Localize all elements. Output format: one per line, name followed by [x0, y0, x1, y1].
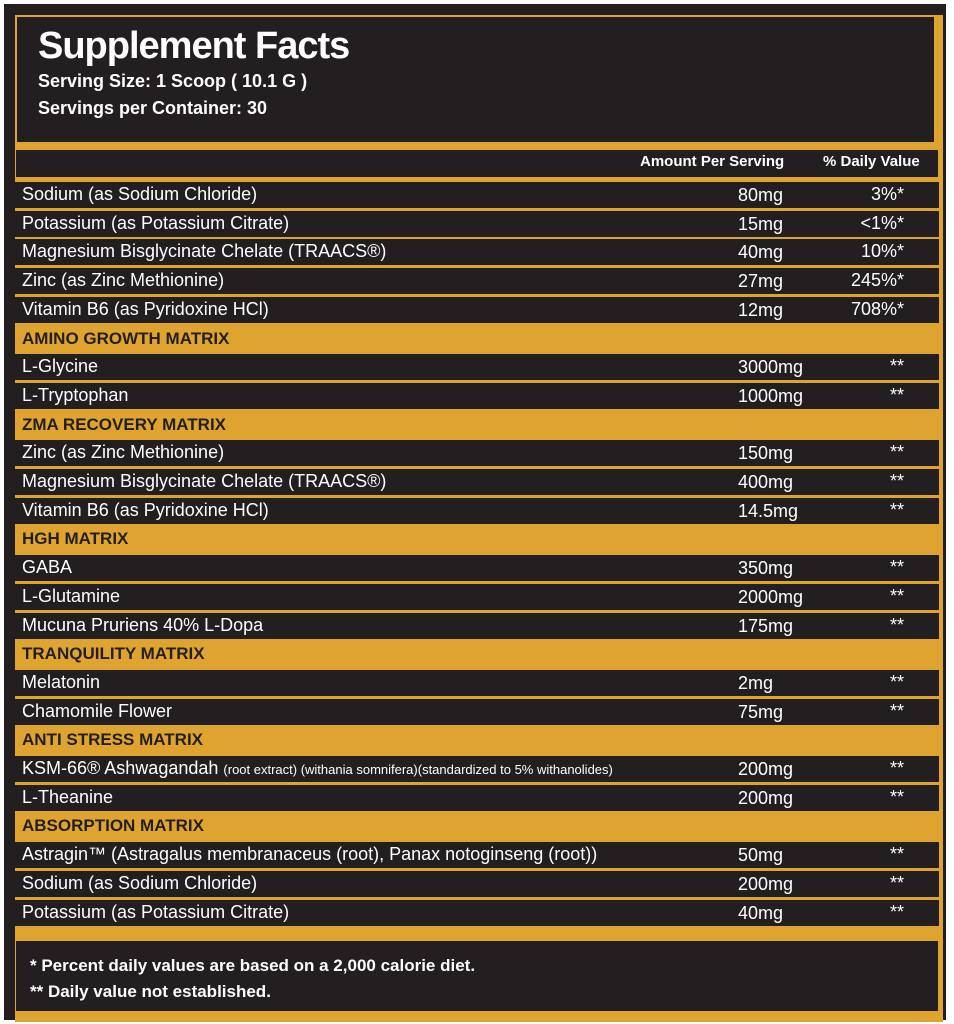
servings-per-container: Servings per Container: 30 — [38, 98, 268, 118]
nutrient-name — [22, 500, 269, 521]
nutrient-name — [22, 356, 98, 377]
nutrient-amount: 200mg — [738, 874, 794, 894]
nutrient-name — [22, 471, 386, 492]
nutrient-amount: 150mg — [738, 443, 794, 463]
nutrient-name-text: Zinc (as Zinc Methionine) — [22, 270, 225, 290]
nutrient-daily-value: ** — [889, 902, 904, 922]
nutrient-daily-value: ** — [889, 586, 904, 606]
nutrient-amount: 350mg — [738, 558, 794, 578]
nutrient-daily-value: ** — [889, 471, 904, 491]
nutrient-amount: 12mg — [738, 300, 784, 320]
page-title: Supplement Facts — [38, 25, 350, 67]
nutrient-amount: 14.5mg — [738, 501, 799, 521]
nutrient-name-text: Vitamin B6 (as Pyridoxine HCl) — [22, 500, 269, 520]
nutrient-daily-value: ** — [889, 442, 904, 462]
nutrient-name — [22, 615, 263, 636]
nutrient-row — [15, 268, 939, 294]
nutrient-amount: 2000mg — [738, 587, 804, 607]
nutrient-daily-value: 10%* — [860, 241, 904, 261]
nutrient-amount: 75mg — [738, 702, 784, 722]
nutrient-daily-value: ** — [889, 758, 904, 778]
nutrient-daily-value: ** — [889, 701, 904, 721]
footnotes — [16, 941, 938, 1011]
nutrient-name — [22, 787, 113, 808]
section-heading-label: ABSORPTION MATRIX — [22, 816, 204, 835]
nutrient-daily-value: 708%* — [850, 299, 904, 319]
nutrient-row — [15, 842, 939, 868]
nutrient-row — [15, 555, 939, 581]
nutrient-row — [15, 469, 939, 495]
nutrient-daily-value: ** — [889, 385, 904, 405]
nutrient-daily-value: ** — [889, 672, 904, 692]
nutrient-name-text: Vitamin B6 (as Pyridoxine HCl) — [22, 299, 269, 319]
nutrient-amount: 40mg — [738, 903, 784, 923]
nutrient-name-text: Zinc (as Zinc Methionine) — [22, 442, 225, 462]
nutrient-daily-value: ** — [889, 356, 904, 376]
nutrient-name — [22, 586, 120, 607]
nutrient-name — [22, 385, 128, 406]
nutrient-detail: (root extract) (withania somnifera)(standardized to 5% withanolides) — [223, 762, 613, 777]
section-heading-label: TRANQUILITY MATRIX — [22, 644, 205, 663]
nutrient-row — [15, 756, 939, 782]
nutrient-name-text: L-Glycine — [22, 356, 99, 376]
footnote-percent-daily: * Percent daily values are based on a 2,000 calorie diet. — [30, 956, 476, 975]
nutrient-daily-value: 3%* — [870, 184, 904, 204]
nutrient-row — [15, 297, 939, 323]
nutrient-daily-value: ** — [889, 787, 904, 807]
nutrient-row — [15, 670, 939, 696]
section-heading — [15, 813, 939, 839]
nutrient-name-text: Mucuna Pruriens 40% L-Dopa — [22, 615, 264, 635]
nutrient-daily-value: ** — [889, 557, 904, 577]
nutrient-daily-value: 245%* — [850, 270, 904, 290]
nutrient-amount: 3000mg — [738, 357, 804, 377]
section-heading-label: ANTI STRESS MATRIX — [22, 730, 204, 749]
serving-size: Serving Size: 1 Scoop ( 10.1 G ) — [38, 71, 308, 91]
nutrient-daily-value: ** — [889, 873, 904, 893]
nutrient-row — [15, 383, 939, 409]
nutrient-name — [22, 270, 224, 291]
nutrient-name-text: GABA — [22, 557, 73, 577]
nutrient-name — [22, 672, 100, 693]
section-heading-label: HGH MATRIX — [22, 529, 129, 548]
nutrient-name — [22, 758, 613, 779]
nutrient-name-text: Sodium (as Sodium Chloride) — [22, 184, 258, 204]
nutrient-daily-value: ** — [889, 844, 904, 864]
nutrient-row — [15, 354, 939, 380]
nutrient-name-text: Melatonin — [22, 672, 101, 692]
nutrient-amount: 80mg — [738, 185, 784, 205]
section-heading — [15, 526, 939, 552]
nutrient-name — [22, 442, 224, 463]
nutrient-name-text: L-Theanine — [22, 787, 114, 807]
nutrient-row — [15, 785, 939, 811]
nutrient-amount: 50mg — [738, 845, 784, 865]
nutrient-row — [15, 498, 939, 524]
nutrient-name-text: Magnesium Bisglycinate Chelate (TRAACS®) — [22, 241, 387, 261]
nutrient-name — [22, 184, 257, 205]
nutrient-amount: 2mg — [738, 673, 774, 693]
nutrient-row — [15, 440, 939, 466]
nutrient-name-text: Magnesium Bisglycinate Chelate (TRAACS®) — [22, 471, 387, 491]
nutrient-daily-value: ** — [889, 500, 904, 520]
nutrient-row — [15, 584, 939, 610]
nutrient-amount: 1000mg — [738, 386, 804, 406]
nutrient-name — [22, 701, 172, 722]
nutrient-daily-value: ** — [889, 615, 904, 635]
section-heading — [15, 326, 939, 352]
nutrient-name-text: L-Tryptophan — [22, 385, 129, 405]
nutrient-name — [22, 241, 386, 262]
nutrient-name-text: Astragin™ (Astragalus membranaceus (root), Panax notoginseng (root)) — [22, 844, 598, 864]
nutrient-name — [22, 299, 269, 320]
nutrient-name — [22, 213, 289, 234]
nutrient-row — [15, 900, 939, 926]
nutrient-name — [22, 844, 597, 865]
section-heading-label: ZMA RECOVERY MATRIX — [22, 415, 227, 434]
nutrient-daily-value: <1%* — [860, 213, 904, 233]
nutrient-name-text: Chamomile Flower — [22, 701, 173, 721]
nutrient-name-text: KSM-66® Ashwagandah — [22, 758, 219, 778]
nutrient-amount: 15mg — [738, 214, 784, 234]
nutrient-amount: 40mg — [738, 242, 784, 262]
nutrient-name-text: Potassium (as Potassium Citrate) — [22, 902, 290, 922]
nutrient-name — [22, 902, 289, 923]
amount-column-header: Amount Per Serving — [640, 153, 785, 170]
nutrient-name — [22, 557, 72, 578]
nutrient-name — [22, 873, 257, 894]
nutrient-name-text: L-Glutamine — [22, 586, 121, 606]
nutrient-amount: 175mg — [738, 616, 794, 636]
nutrient-amount: 27mg — [738, 271, 784, 291]
nutrient-name-text: Sodium (as Sodium Chloride) — [22, 873, 258, 893]
daily-value-column-header: % Daily Value — [823, 153, 920, 170]
nutrient-name-text: Potassium (as Potassium Citrate) — [22, 213, 290, 233]
nutrient-row — [15, 613, 939, 639]
nutrient-row — [15, 699, 939, 725]
section-heading — [15, 727, 939, 753]
nutrient-row — [15, 871, 939, 897]
nutrient-row — [15, 211, 939, 237]
facts-header — [17, 17, 934, 142]
nutrient-row — [15, 239, 939, 265]
nutrient-amount: 200mg — [738, 788, 794, 808]
nutrient-amount: 200mg — [738, 759, 794, 779]
footnote-not-established: ** Daily value not established. — [30, 982, 271, 1001]
column-header-bar — [16, 150, 938, 177]
nutrient-amount: 400mg — [738, 472, 794, 492]
nutrient-row — [15, 182, 939, 208]
section-heading — [15, 641, 939, 667]
section-heading-label: AMINO GROWTH MATRIX — [22, 329, 230, 348]
section-heading — [15, 412, 939, 438]
